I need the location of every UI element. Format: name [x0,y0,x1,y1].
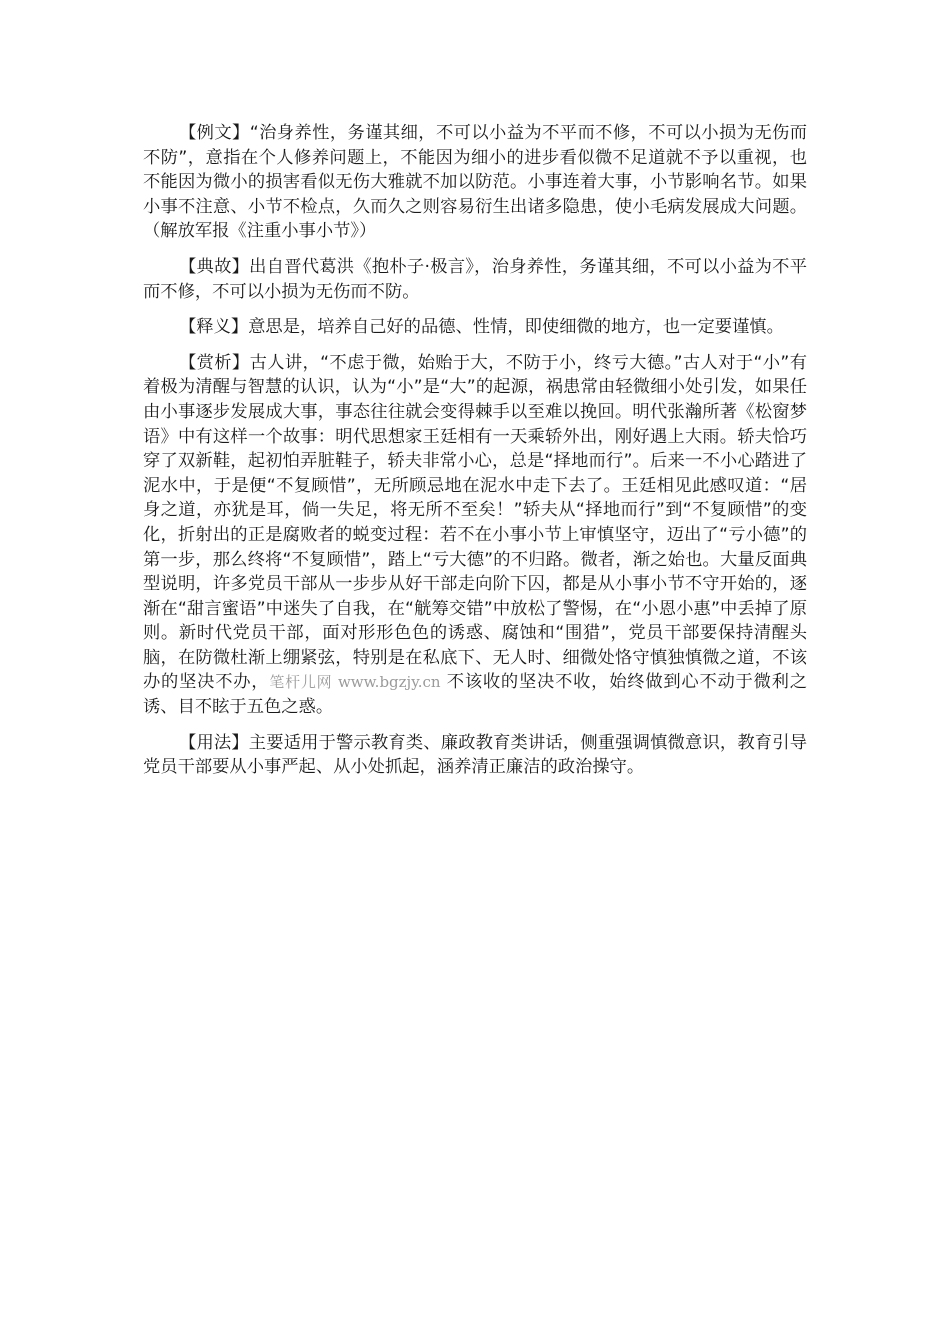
paragraph-text-usage: 主要适用于警示教育类、廉政教育类讲话，侧重强调慎微意识，教育引导党员干部要从小事严起、从小处抓起，涵养清正廉洁的政治操守。 [143,732,807,778]
paragraph-text-meaning: 意思是，培养自己好的品德、性情，即使细微的地方，也一定要谨慎。 [248,317,784,338]
paragraph-meaning [143,315,807,340]
paragraph-allusion [143,255,807,304]
paragraph-text-appreciation: 古人讲，“不虑于微，始贻于大，不防于小，终亏大德。”古人对于“小”有着极为清醒与智慧的认识，认为“小”是“大”的起源，祸患常由轻微细小处引发，如果任由小事逐步发展成大事，事态往往就会变得棘手以至难以挽回。明代张瀚所著《松窗梦语》中有这样一个故事：明代思想家王廷相有一天乘轿外出，刚好遇上大雨。轿夫恰巧穿了双新鞋，起初怕弄脏鞋子，轿夫非常小心，总是“择地而行”。后来一不小心踏进了泥水中，于是便“不复顾惜”，无所顾忌地在泥水中走下去了。王廷相见此感叹道：“居身之道，亦犹是耳，倘一失足，将无所不至矣！”轿夫从“择地而行”到“不复顾惜”的变化，折射出的正是腐败者的蜕变过程：若不在小事小节上审慎坚守，迈出了“亏小德”的第一步，那么终将“不复顾惜”，踏上“亏大德”的不归路。微者，渐之始也。大量反面典型说明，许多党员干部从一步步从好干部走向阶下囚，都是从小事小节不守开始的，逐渐在“甜言蜜语”中迷失了自我，在“觥筹交错”中放松了警惕，在“小恩小惠”中丢掉了原则。新时代党员干部，面对形形色色的诱惑、腐蚀和“围猎”，党员干部要保持清醒头脑，在防微杜渐上绷紧弦，特别是在私底下、无人时、细微处恪守慎独慎微之道，不该办的坚决不办， [143,352,807,693]
watermark-text: 笔杆儿网 www.bgzjy.cn [269,673,441,692]
paragraph-appreciation [143,351,807,720]
document-body [143,121,807,791]
paragraph-example [143,121,807,244]
section-tag-appreciation: 【赏析】 [179,352,250,373]
section-tag-meaning: 【释义】 [179,317,249,338]
paragraph-usage [143,731,807,780]
section-tag-usage: 【用法】 [179,732,249,753]
paragraph-text-example: “治身养性，务谨其细，不可以小益为不平而不修，不可以小损为无伤而不防”，意指在个人修养问题上，不能因为细小的进步看似微不足道就不予以重视，也不能因为微小的损害看似无伤大雅就不加以防范。小事连着大事，小节影响名节。如果小事不注意、小节不检点，久而久之则容易衍生出诸多隐患，使小毛病发展成大问题。（解放军报《注重小事小节》） [143,123,807,242]
paragraph-text-appreciation-end: 不该收的坚决不收，始终做到心不动于微利之诱、目不眩于五色之惑。 [143,672,807,718]
section-tag-allusion: 【典故】 [179,256,250,277]
section-tag-example: 【例文】 [179,123,250,143]
paragraph-text-allusion: 出自晋代葛洪《抱朴子·极言》，治身养性，务谨其细，不可以小益为不平而不修，不可以小损为无伤而不防。 [143,256,807,302]
